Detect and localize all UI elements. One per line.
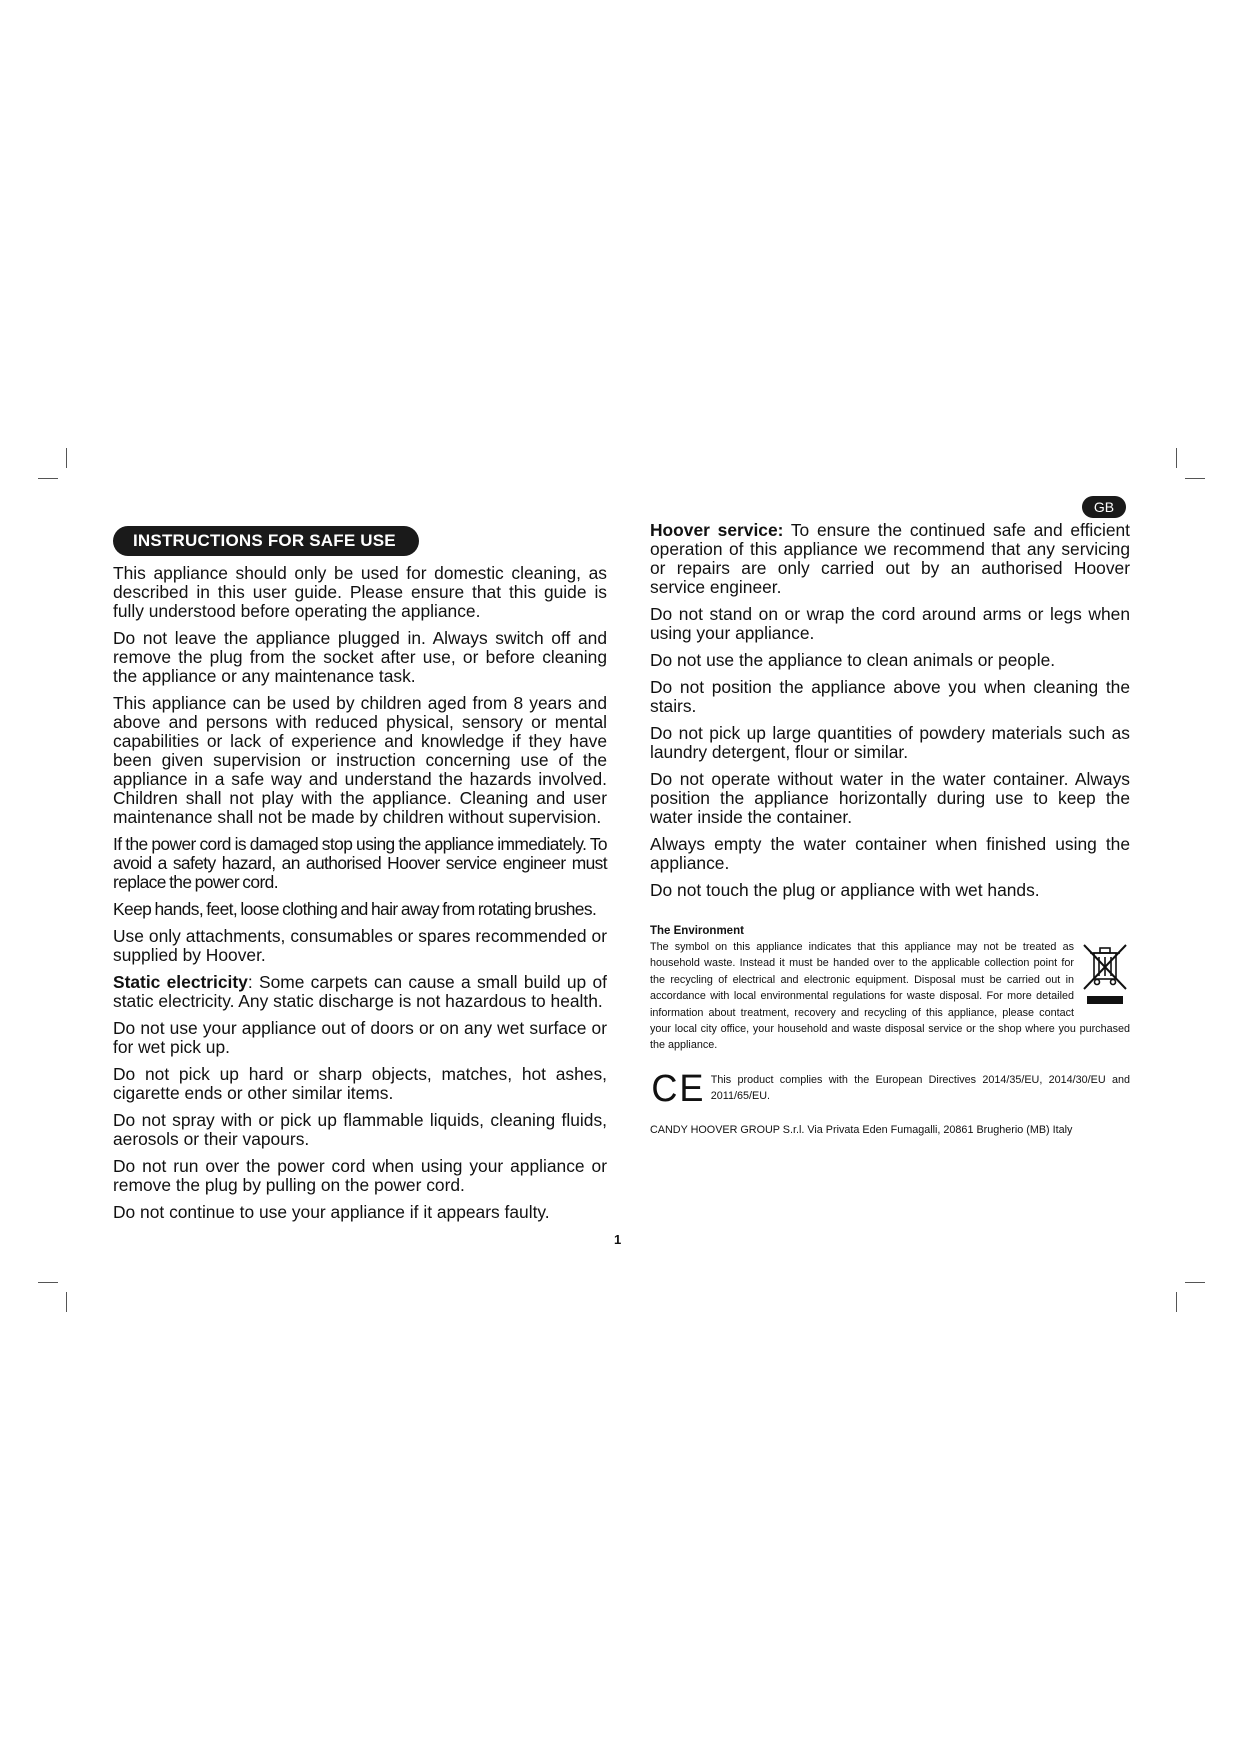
- paragraph-faulty: Do not continue to use your appliance if it appears faulty.: [113, 1202, 550, 1222]
- ce-mark-icon: CE: [651, 1067, 706, 1110]
- paragraph-attachments: Use only attachments, consumables or spares recommended or supplied by Hoover.: [113, 926, 607, 965]
- paragraph-empty-container: Always empty the water container when finished using the appliance.: [650, 834, 1130, 873]
- paragraph-flammable: Do not spray with or pick up flammable liquids, cleaning fluids, aerosols or their vapours.: [113, 1110, 607, 1149]
- left-column: [113, 564, 607, 1222]
- paragraph-static-electricity: [113, 973, 607, 1011]
- ce-section: [650, 1067, 1130, 1110]
- environment-text: The symbol on this appliance indicates that this appliance may not be treated as household waste. Instead it must be handed over to the applicable collection point for the recycling of electrical and electronic equipment. Disposal must be carried out in accordance with local environmental regulations for waste disposal. For more detailed information about treatment, recovery and recycling of this appliance, please contact your local city office, your household and waste disposal service or the shop where you purchased the appliance.: [650, 941, 1130, 1052]
- weee-crossed-bin-icon: [1080, 939, 1130, 1005]
- paragraph-animals: Do not use the appliance to clean animals or people.: [650, 650, 1056, 670]
- page-number: 1: [614, 1232, 622, 1247]
- paragraph-power-cord-run-over: Do not run over the power cord when using your appliance or remove the plug by pulling on the power cord.: [113, 1156, 607, 1195]
- paragraph-outdoors: Do not use your appliance out of doors or on any wet surface or for wet pick up.: [113, 1018, 607, 1057]
- paragraph-powdery: Do not pick up large quantities of powdery materials such as laundry detergent, flour or similar.: [650, 723, 1130, 762]
- company-address: CANDY HOOVER GROUP S.r.l. Via Privata Eden Fumagalli, 20861 Brugherio (MB) Italy: [650, 1123, 1073, 1136]
- ce-compliance-text: This product complies with the European Directives 2014/35/EU, 2014/30/EU and 2011/65/EU.: [710, 1073, 1130, 1102]
- paragraph-unplug: Do not leave the appliance plugged in. Always switch off and remove the plug from the socket after use, or before cleaning the appliance or any maintenance task.: [113, 628, 607, 686]
- paragraph-wet-hands: Do not touch the plug or appliance with wet hands.: [650, 880, 1040, 900]
- environment-title: The Environment: [650, 925, 744, 937]
- paragraph-cord-wrap: Do not stand on or wrap the cord around arms or legs when using your appliance.: [650, 604, 1130, 643]
- paragraph-water-container: Do not operate without water in the water container. Always position the appliance horizontally during use to keep the water inside the container.: [650, 769, 1130, 827]
- static-electricity-label: Static electricity: [113, 972, 248, 992]
- hoover-service-label: Hoover service:: [650, 520, 784, 540]
- language-badge: GB: [1082, 496, 1126, 518]
- paragraph-hoover-service: [650, 521, 1130, 597]
- paragraph-stairs: Do not position the appliance above you when cleaning the stairs.: [650, 677, 1130, 716]
- crop-mark: [1176, 1292, 1177, 1312]
- section-title: INSTRUCTIONS FOR SAFE USE: [113, 526, 419, 556]
- crop-mark: [38, 1282, 58, 1283]
- static-electricity-text: : Some carpets can cause a small build up of static electricity. Any static discharge is not hazardous to health.: [113, 972, 607, 1011]
- crop-mark: [38, 478, 58, 479]
- paragraph-sharp-objects: Do not pick up hard or sharp objects, matches, hot ashes, cigarette ends or other similar items.: [113, 1064, 607, 1103]
- paragraph-children: This appliance can be used by children aged from 8 years and above and persons with reduced physical, sensory or mental capabilities or lack of experience and knowledge if they have been given supervision or instruction concerning use of the appliance in a safe way and understand the hazards involved. Children shall not play with the appliance. Cleaning and user maintenance shall not be made by children without supervision.: [113, 693, 607, 827]
- hoover-service-text: To ensure the continued safe and efficient operation of this appliance we recommend that any servicing or repairs are only carried out by an authorised Hoover service engineer.: [650, 520, 1130, 597]
- environment-section: [650, 924, 1130, 1054]
- paragraph-power-cord: If the power cord is damaged stop using the appliance immediately. To avoid a safety hazard, an authorised Hoover service engineer must replace the power cord.: [113, 834, 607, 892]
- right-column: [650, 521, 1130, 1138]
- crop-mark: [66, 1292, 67, 1312]
- crop-mark: [66, 448, 67, 468]
- paragraph-domestic-use: This appliance should only be used for domestic cleaning, as described in this user guide. Please ensure that this guide is fully understood before operating the appliance.: [113, 563, 607, 621]
- crop-mark: [1185, 1282, 1205, 1283]
- crop-mark: [1176, 448, 1177, 468]
- paragraph-rotating-brushes: Keep hands, feet, loose clothing and hair away from rotating brushes.: [113, 899, 597, 919]
- crop-mark: [1185, 478, 1205, 479]
